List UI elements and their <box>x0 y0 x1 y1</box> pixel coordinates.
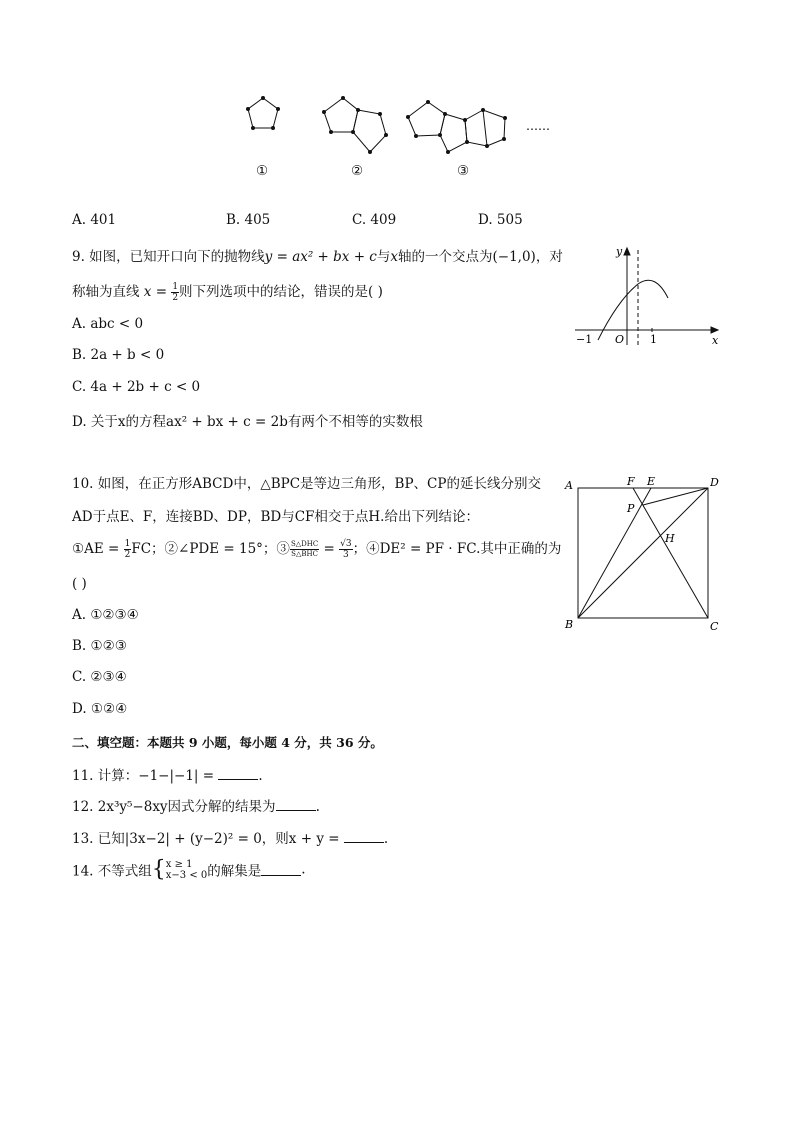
q10-stem-line1: 10. 如图，在正方形ABCD中，△BPC是等边三角形，BP、CP的延长线分别交 <box>72 476 541 492</box>
q11: 11. 计算：−1−|−1| = . <box>72 768 263 784</box>
square-abcd-figure <box>560 470 730 635</box>
q8-option-a: A. 401 <box>72 212 117 228</box>
q9-stem-line2: 称轴为直线 x = $\frac{1}{2}$ 则下列选项中的结论，错误的是( ) <box>72 282 383 303</box>
pentagon-pattern-figure <box>230 90 570 160</box>
q10-option-c: C. ②③④ <box>72 669 127 685</box>
ellipsis: …… <box>526 119 550 133</box>
svg-text:1: 1 <box>650 333 657 346</box>
fig-label-1: ① <box>256 163 269 179</box>
svg-text:O: O <box>615 333 625 346</box>
q12: 12. 2x³y⁵−8xy因式分解的结果为 . <box>72 799 320 815</box>
q10-stem-line4: ( ) <box>72 576 87 592</box>
q14-answer-blank[interactable] <box>261 863 301 876</box>
svg-text:B: B <box>565 618 574 631</box>
section-2-heading: 二、填空题：本题共 9 小题，每小题 4 分，共 36 分。 <box>72 735 383 750</box>
q14: 14. 不等式组{ x ≥ 1 x−3 < 0 的解集是 . <box>72 857 306 882</box>
q10-stem-line3: ①AE = $\frac{1}{2}$ FC；②∠PDE = 15°；③ $\frac{\text{S△DHC}}{\text{S△BHC}}$ = $\frac{√3}{3}$ ；④DE² = PF · FC.其中正确的为 <box>72 539 562 560</box>
q13: 13. 已知|3x−2| + (y−2)² = 0，则x + y = . <box>72 831 389 847</box>
q10-option-d: D. ①②④ <box>72 701 128 717</box>
svg-text:D: D <box>710 476 719 489</box>
q8-option-d: D. 505 <box>478 212 523 228</box>
q9-option-b: B. 2a + b < 0 <box>72 347 165 363</box>
q12-answer-blank[interactable] <box>276 798 316 811</box>
q8-option-b: B. 405 <box>226 212 271 228</box>
q8-option-c: C. 409 <box>352 212 397 228</box>
q11-answer-blank[interactable] <box>218 767 258 780</box>
svg-text:F: F <box>627 475 635 488</box>
fig-label-3: ③ <box>457 163 470 179</box>
parabola-graph <box>570 240 730 350</box>
svg-text:y: y <box>616 245 623 258</box>
svg-text:C: C <box>710 620 719 633</box>
q9-option-a: A. abc < 0 <box>72 316 144 332</box>
q9-option-d: D. 关于x的方程ax² + bx + c = 2b有两个不相等的实数根 <box>72 414 423 430</box>
q10-option-b: B. ①②③ <box>72 638 127 654</box>
svg-text:P: P <box>627 502 635 515</box>
q10-stem-line2: AD于点E、F，连接BD、DP，BD与CF相交于点H.给出下列结论： <box>72 509 479 525</box>
q13-answer-blank[interactable] <box>344 830 384 843</box>
svg-text:x: x <box>712 334 719 347</box>
q9-stem-line1: 9. 如图，已知开口向下的抛物线y = ax² + bx + c与x轴的一个交点为(−1,0)，对 <box>72 249 563 265</box>
svg-text:E: E <box>647 475 656 488</box>
q9-option-c: C. 4a + 2b + c < 0 <box>72 379 201 395</box>
fig-label-2: ② <box>351 163 364 179</box>
svg-text:A: A <box>565 479 573 492</box>
svg-text:H: H <box>665 532 675 545</box>
svg-text:−1: −1 <box>576 333 593 346</box>
q10-option-a: A. ①②③④ <box>72 607 139 623</box>
